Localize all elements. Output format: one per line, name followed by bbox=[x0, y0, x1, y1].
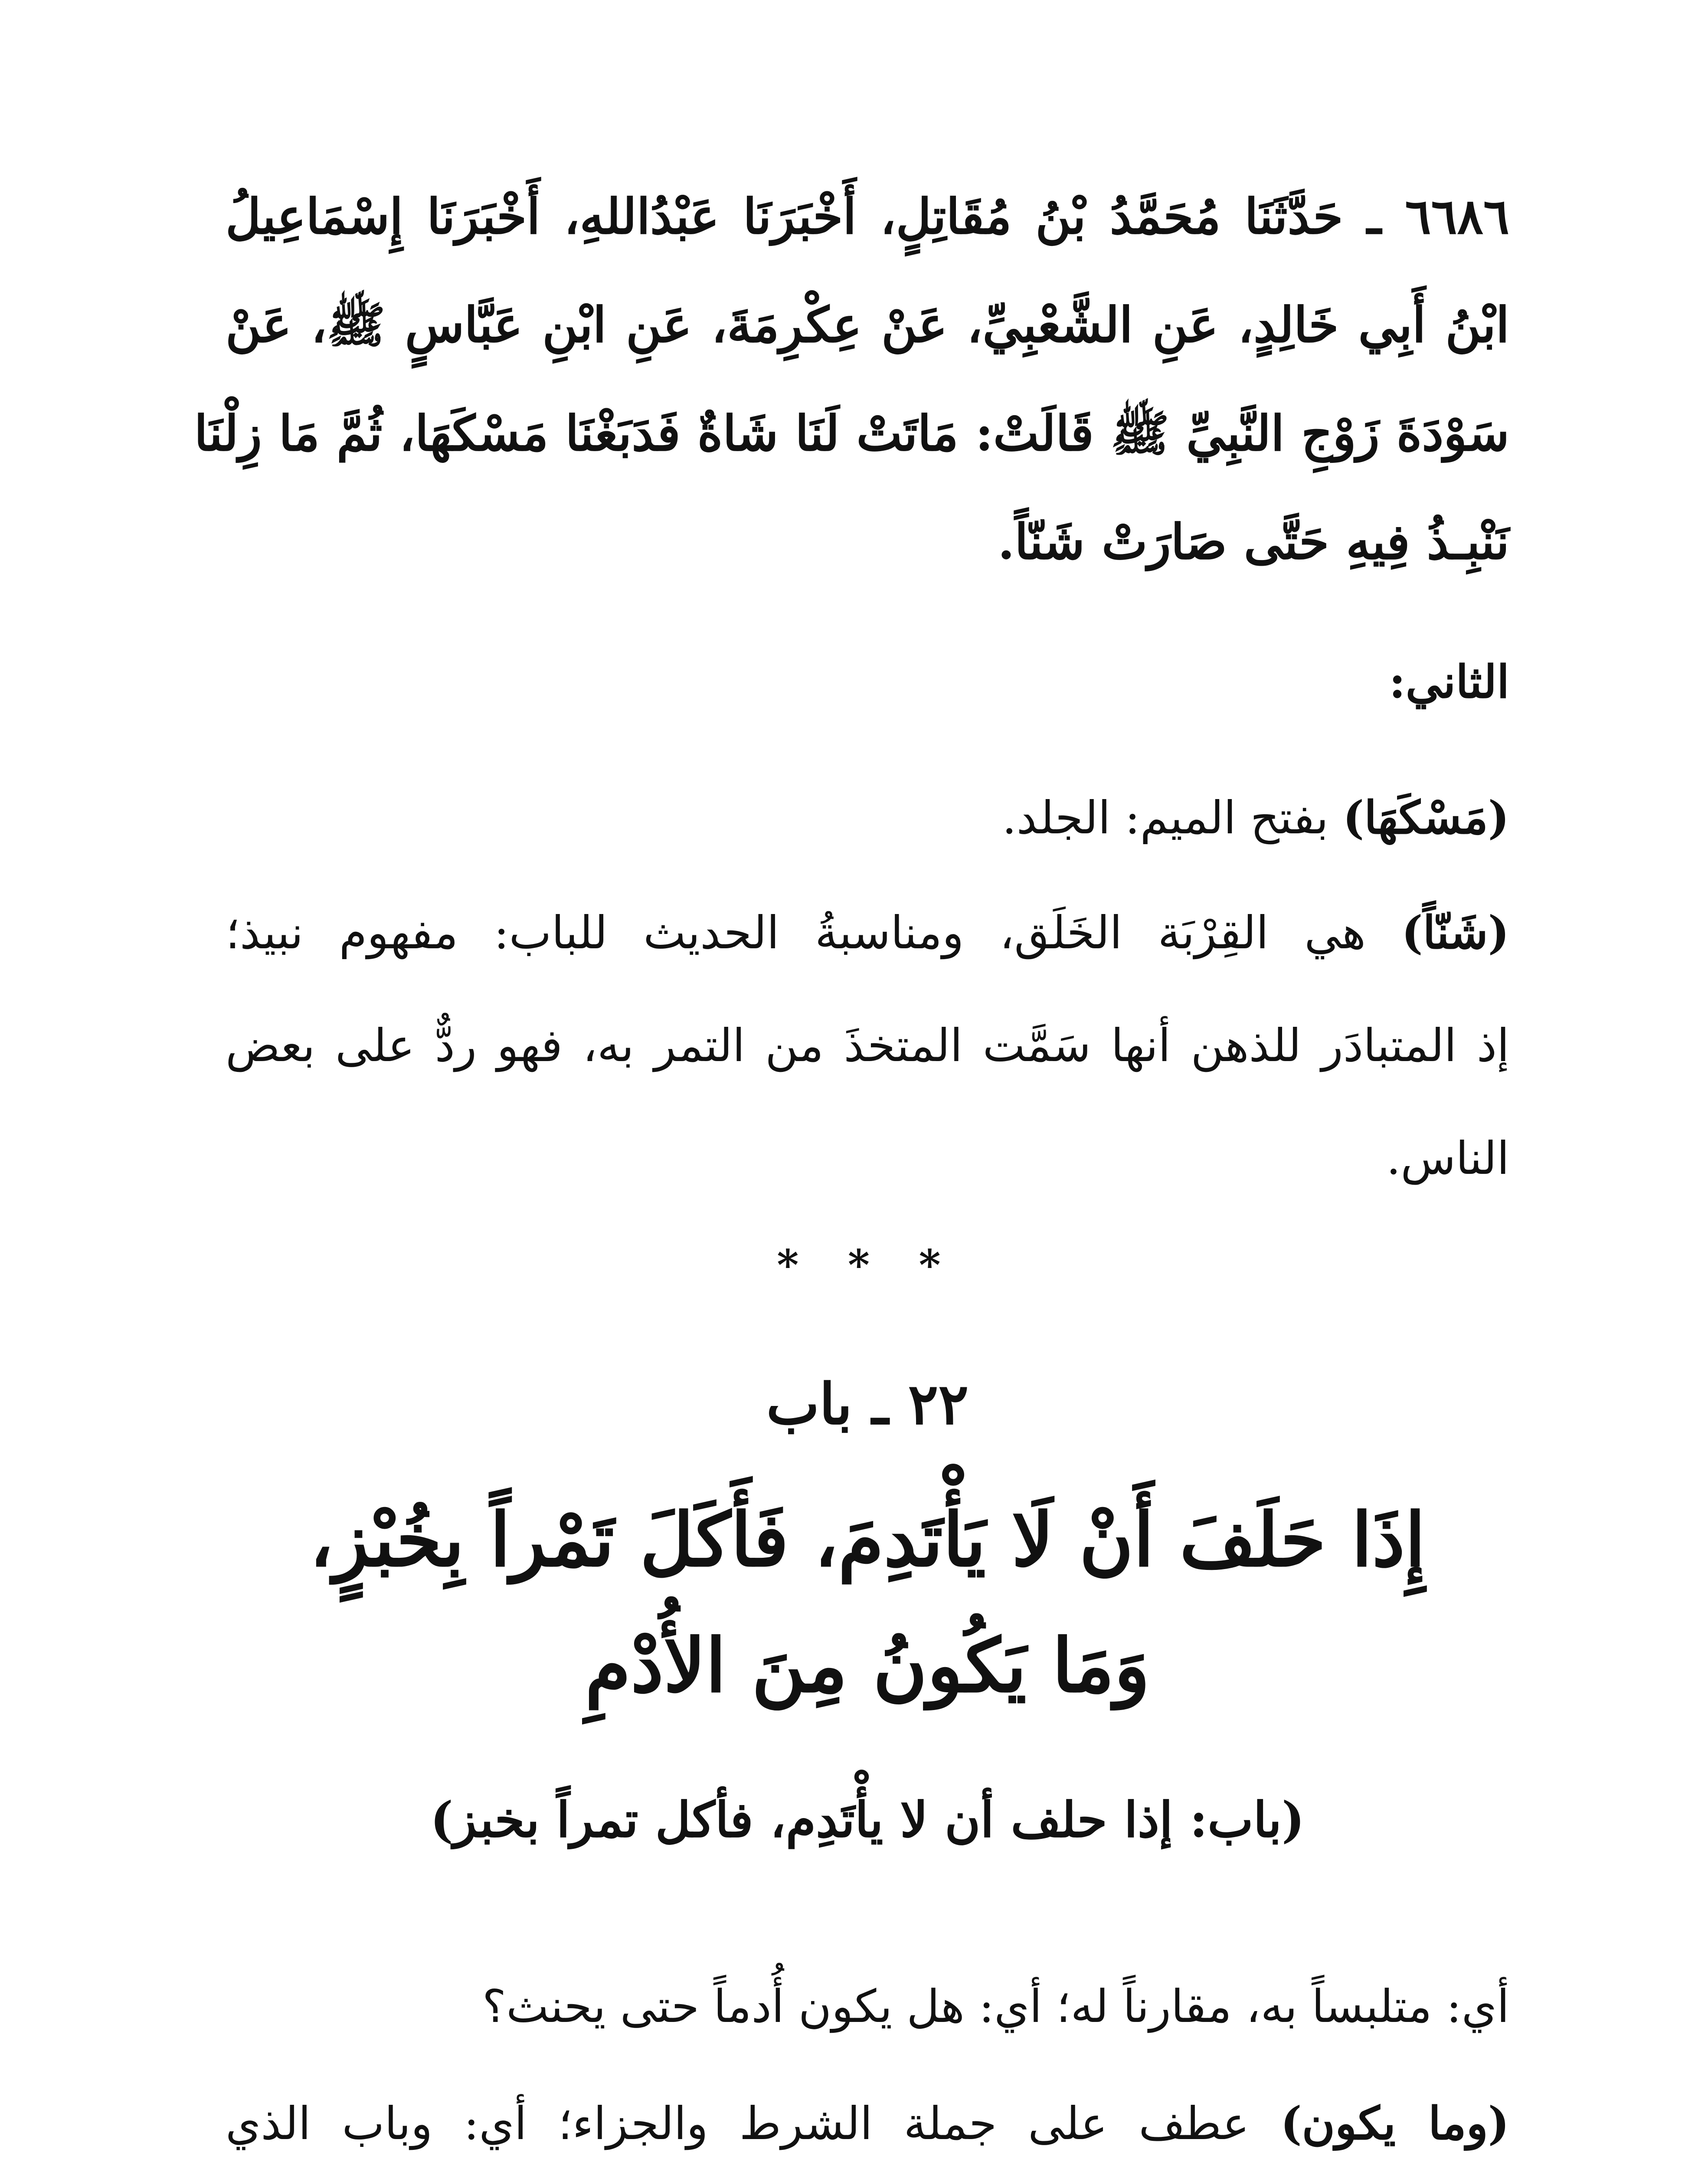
commentary-line-1 bbox=[1002, 768, 1509, 868]
hadith-line-2: ابْنُ أَبِي خَالِدٍ، عَنِ الشَّعْبِيِّ، عَنْ عِكْرِمَةَ، عَنِ ابْنِ عَبَّاسٍ ﷺ، عَنْ bbox=[226, 297, 1509, 354]
commentary-line-4: الناس. bbox=[1386, 1132, 1509, 1185]
chapter-quote: (باب: إذا حلف أن لا يأْتَدِم، فأكل تمراً بخبز) bbox=[430, 1792, 1305, 1848]
chapter-number-label: ٢٢ ـ باب bbox=[766, 1371, 969, 1437]
explanation-line-1: أي: متلبساً به، مقارناً له؛ أي: هل يكون أُدماً حتى يحنث؟ bbox=[482, 1980, 1509, 2033]
chapter-title-line-1: إِذَا حَلَفَ أَنْ لَا يَأْتَدِمَ، فَأَكَلَ تَمْراً بِخُبْزٍ، bbox=[309, 1497, 1426, 1583]
hadith-line-4: نَنْبِـذُ فِيهِ حَتَّى صَارَتْ شَنّاً. bbox=[998, 514, 1509, 570]
commentary-heading: الثاني: bbox=[1389, 655, 1509, 708]
explanation-term: (وما يكون) bbox=[1280, 2097, 1510, 2150]
explanation-text-2: عطف على جملة الشرط والجزاء؛ أي: وباب الذي bbox=[226, 2097, 1281, 2150]
hadith-line-3: سَوْدَةَ زَوْجِ النَّبِيِّ ﷺ قَالَتْ: مَاتَتْ لَنَا شَاةٌ فَدَبَغْنَا مَسْكَهَا، ثُمَّ مَا زِلْنَا bbox=[194, 405, 1509, 462]
book-page bbox=[194, 165, 1510, 2169]
commentary-term-1: (مَسْكَهَا) bbox=[1343, 791, 1509, 844]
commentary-text-1: بفتح الميم: الجلد. bbox=[1002, 791, 1343, 844]
commentary-text-2: هي القِرْبَة الخَلَق، ومناسبةُ الحديث للباب: مفهوم نبيذ؛ bbox=[226, 906, 1402, 959]
chapter-title-line-2: وَمَا يَكُونُ مِنَ الأُدْمِ bbox=[585, 1622, 1150, 1709]
commentary-term-2: (شَنّاً) bbox=[1401, 906, 1509, 959]
commentary-line-2 bbox=[226, 883, 1509, 983]
explanation-line-2 bbox=[226, 2074, 1509, 2169]
hadith-line-1: ٦٦٨٦ ـ حَدَّثَنَا مُحَمَّدُ بْنُ مُقَاتِلٍ، أَخْبَرَنَا عَبْدُاللهِ، أَخْبَرَنَا إِسْمَاعِيلُ bbox=[226, 188, 1509, 245]
commentary-line-3: إذ المتبادَر للذهن أنها سَمَّت المتخذَ من التمر به، فهو ردٌّ على بعض bbox=[226, 1019, 1509, 1072]
section-separator: * * * bbox=[777, 1241, 958, 1290]
